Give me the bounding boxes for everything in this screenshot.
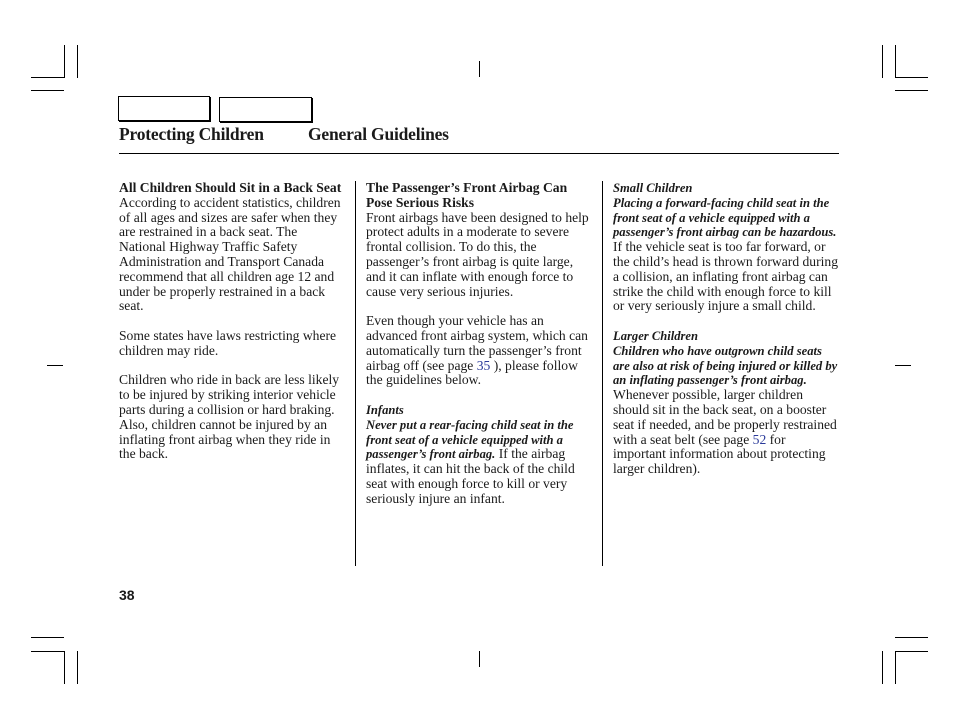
paragraph: Children who ride in back are less likely to be injured by striking interior vehicle parts during a collision or hard braking. Also, children cannot be injured by an inflating front airbag when they ride in the back. (119, 372, 340, 462)
larger-children-section: Larger Children Children who have outgrown child seats are also at risk of being injured or killed by an inflating passenger’s front airbag. Whenever possible, larger children should sit in the back seat, on a booster seat if needed, and be properly restrained with a seat belt (see page 52 for important information about protecting larger children). (613, 328, 838, 477)
crop-mark (895, 651, 896, 684)
heading-back-seat: All Children Should Sit in a Back Seat (119, 180, 342, 195)
subheading-larger-children: Larger Children (613, 328, 699, 343)
right-column (613, 181, 839, 492)
crop-mark (895, 637, 928, 638)
infants-section: Infants Never put a rear-facing child seat in the front seat of a vehicle equipped with a passenger’s front airbag. If the airbag inflates, it can hit the back of the child seat with enough force to kill or very seriously injure an infant. (366, 403, 592, 507)
crop-mark (77, 45, 78, 78)
section-tab-box (118, 96, 210, 121)
registration-tick (895, 365, 911, 366)
subheading-infants: Infants (366, 402, 404, 417)
crop-mark (77, 651, 78, 684)
small-children-warning: Placing a forward-facing child seat in the front seat of a vehicle equipped with a passenger’s front airbag can be hazardous. (613, 195, 837, 240)
subsection-title: General Guidelines (308, 124, 449, 144)
column-divider (355, 181, 356, 566)
crop-mark (895, 45, 896, 78)
larger-children-warning: Children who have outgrown child seats are also at risk of being injured or killed by an inflating passenger’s front airbag. (613, 343, 838, 388)
column-divider (602, 181, 603, 566)
section-title: Protecting Children (119, 124, 264, 144)
page-link-35[interactable]: 35 (476, 357, 491, 373)
middle-column (366, 181, 592, 521)
crop-mark (64, 45, 65, 78)
crop-mark (882, 45, 883, 78)
crop-mark (895, 90, 928, 91)
left-column (119, 181, 345, 477)
heading-front-airbag: The Passenger’s Front Airbag Can Pose Serious Risks (366, 180, 568, 210)
page-number: 38 (119, 587, 135, 603)
paragraph: Some states have laws restricting where children may ride. (119, 327, 337, 358)
crop-mark (895, 77, 928, 78)
paragraph: Even though your vehicle has an advanced front airbag system, which can automatically turn the passenger’s front airbag off (see page 35 ), please follow the guidelines below. (366, 313, 588, 388)
header-rule (119, 153, 839, 154)
crop-mark (31, 77, 64, 78)
infants-warning: Never put a rear-facing child seat in the front seat of a vehicle equipped with a passenger’s front airbag. (366, 417, 574, 462)
paragraph: According to accident statistics, children of all ages and sizes are safer when they are restrained in a back seat. The National Highway Traffic Safety Administration and Transport Canada recommend that all children age 12 and under be properly restrained in a back seat. (119, 194, 341, 314)
page-link-52[interactable]: 52 (752, 431, 767, 447)
crop-mark (895, 651, 928, 652)
small-children-section: Small Children Placing a forward-facing child seat in the front seat of a vehicle equipped with a passenger’s front airbag can be hazardous. If the vehicle seat is too far forward, or the child’s head is thrown forward during a collision, an inflating front airbag can strike the child with enough force to kill or very seriously injure a small child. (613, 181, 839, 314)
paragraph: Front airbags have been designed to help protect adults in a moderate to severe frontal collision. To do this, the passenger’s front airbag is quite large, and it can inflate with enough force to cause very serious injuries. (366, 209, 589, 299)
crop-mark (64, 651, 65, 684)
registration-tick (47, 365, 63, 366)
subheading-small-children: Small Children (613, 181, 693, 195)
crop-mark (31, 637, 64, 638)
crop-mark (882, 651, 883, 684)
registration-tick (479, 651, 480, 667)
section-tab-box (219, 97, 312, 122)
crop-mark (31, 651, 64, 652)
crop-mark (31, 90, 64, 91)
registration-tick (479, 61, 480, 77)
